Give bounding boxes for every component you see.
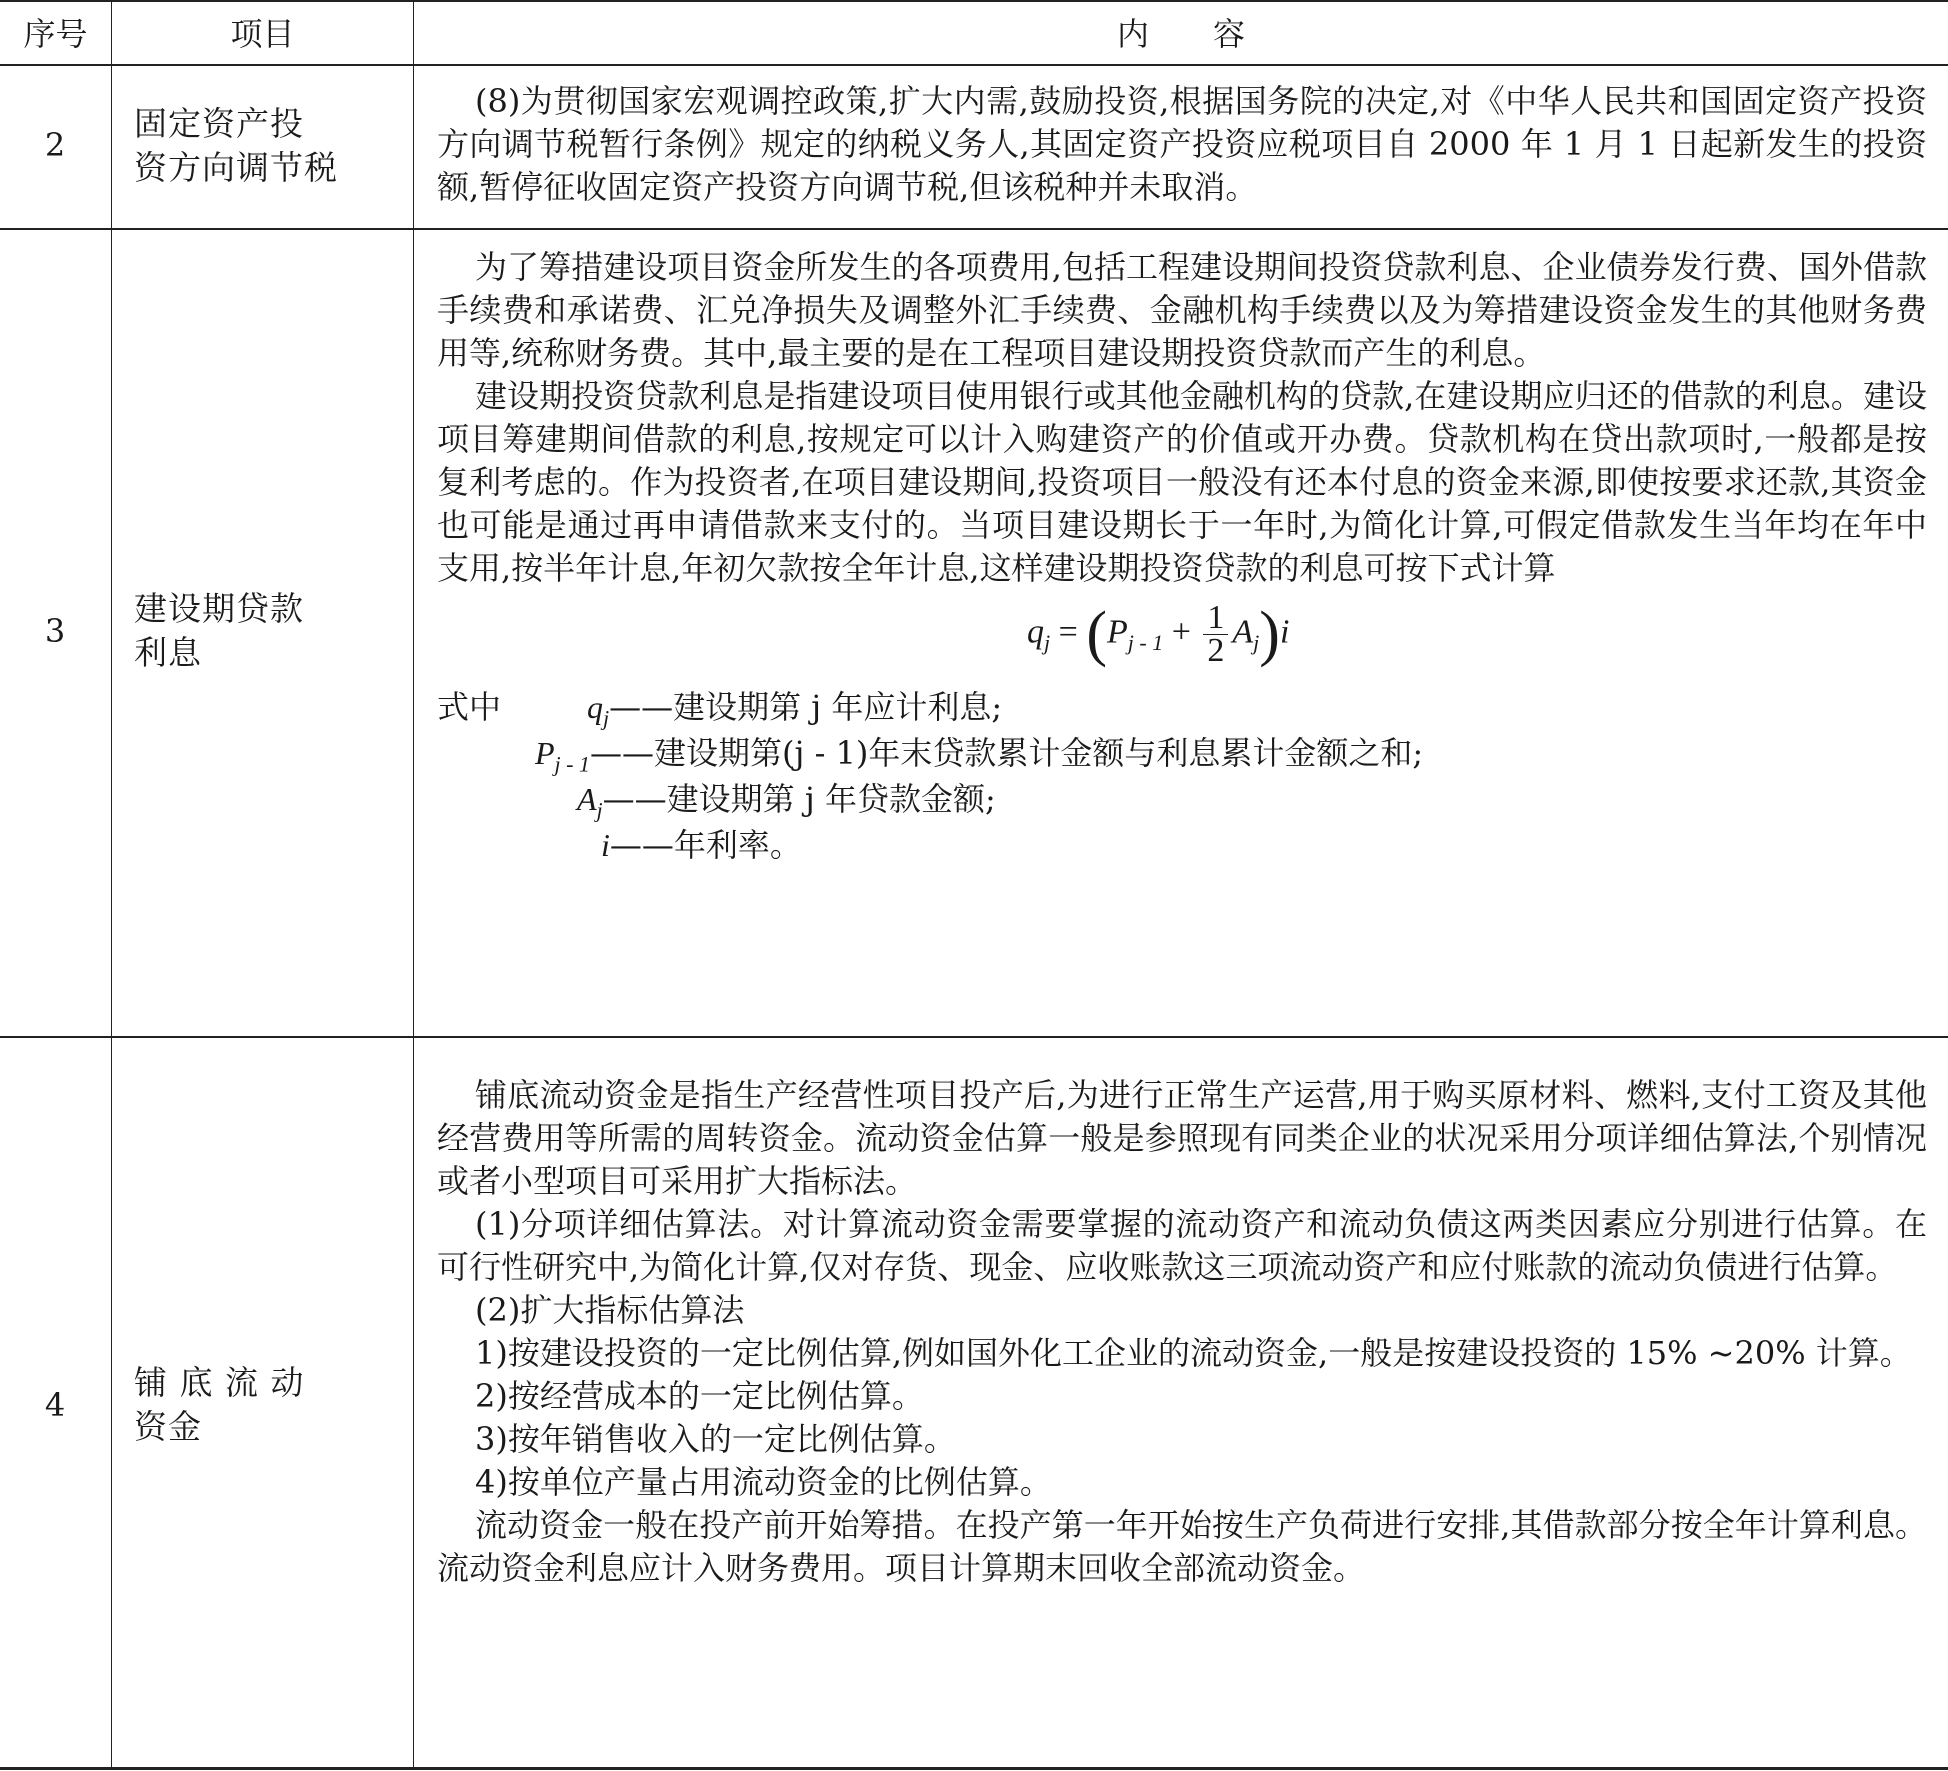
row-2-content — [437, 80, 1927, 209]
row-3-item: 建设期贷款 利息 — [134, 589, 304, 672]
header-content: 内 容 — [1116, 15, 1245, 53]
row-4-paragraph: 1)按建设投资的一定比例估算,例如国外化工企业的流动资金,一般是按建设投资的 15% ~20% 计算。 — [475, 1334, 1912, 1372]
legend-item: i——年利率。 — [601, 826, 802, 864]
header-item: 项目 — [230, 15, 295, 53]
legend-item: $P_{j - 1}——$建设期第(j - 1)年末贷款累计金额与利息累计金额之和; — [535, 734, 1424, 777]
formula-plus: + — [1163, 613, 1200, 651]
row-4-paragraph: 流动资金一般在投产前开始筹措。在投产第一年开始按生产负荷进行安排,其借款部分按全年计算利息。流动资金利息应计入财务费用。项目计算期末回收全部流动资金。 — [437, 1506, 1927, 1587]
row-3-seq: 3 — [44, 612, 66, 650]
row-4-paragraph: (1)分项详细估算法。对计算流动资金需要掌握的流动资产和流动负债这两类因素应分别进行估算。在可行性研究中,为简化计算,仅对存货、现金、应收账款这三项流动资产和应付账款的流动负债进行估算。 — [437, 1205, 1927, 1286]
formula-a: A — [1232, 613, 1254, 651]
row-3-content — [437, 246, 1927, 886]
formula-p-sub: j - 1 — [1127, 630, 1164, 656]
row-4-item: 铺 底 流 动 资金 — [134, 1363, 305, 1446]
formula-rate: i — [1279, 613, 1290, 651]
row-2-item: 固定资产投 资方向调节税 — [134, 104, 338, 187]
row-4-seq: 4 — [44, 1386, 66, 1424]
formula-open-paren: ( — [1086, 600, 1107, 668]
formula-p: P — [1106, 613, 1128, 651]
formula-lhs-sub: j — [1044, 630, 1051, 656]
row-4-paragraph: 3)按年销售收入的一定比例估算。 — [475, 1420, 956, 1458]
col-divider-1 — [111, 0, 112, 1770]
formula-legend — [437, 686, 1927, 886]
row-2-bottom-border — [0, 228, 1948, 230]
interest-formula — [437, 590, 1927, 686]
formula-frac-numerator: 1 — [1203, 602, 1228, 635]
row-2-paragraph: (8)为贯彻国家宏观调控政策,扩大内需,鼓励投资,根据国务院的决定,对《中华人民共和国固定资产投资方向调节税暂行条例》规定的纳税义务人,其固定资产投资应税项目自 2000 年 1 月 1 日起新发生的投资额,暂停征收固定资产投资方向调节税,但该税种并未取消。 — [437, 82, 1927, 206]
row-4-paragraph: 铺底流动资金是指生产经营性项目投产后,为进行正常生产运营,用于购买原材料、燃料,支付工资及其他经营费用等所需的周转资金。流动资金估算一般是参照现有同类企业的状况采用分项详细估算法,个别情况或者小型项目可采用扩大指标法。 — [437, 1076, 1927, 1200]
col-divider-2 — [413, 0, 414, 1770]
row-4-paragraph: 2)按经营成本的一定比例估算。 — [475, 1377, 924, 1415]
row-4-content — [437, 1074, 1927, 1590]
row-4-paragraph: 4)按单位产量占用流动资金的比例估算。 — [475, 1463, 1052, 1501]
formula-lhs: q — [1027, 613, 1044, 651]
formula-equals: = — [1050, 613, 1087, 651]
formula-fraction — [1203, 599, 1228, 669]
legend-item: $q_j——$建设期第 j 年应计利息; — [587, 688, 1003, 731]
formula-a-sub: j — [1253, 630, 1260, 656]
row-2-seq: 2 — [44, 126, 66, 164]
legend-item: $A_j——$建设期第 j 年贷款金额; — [577, 780, 996, 823]
row-3-paragraph: 建设期投资贷款利息是指建设项目使用银行或其他金融机构的贷款,在建设期应归还的借款的利息。建设项目筹建期间借款的利息,按规定可以计入购建资产的价值或开办费。贷款机构在贷出款项时,一般都是按复利考虑的。作为投资者,在项目建设期间,投资项目一般没有还本付息的资金来源,即使按要求还款,其资金也可能是通过再申请借款来支付的。当项目建设期长于一年时,为简化计算,可假定借款发生当年均在年中支用,按半年计息,年初欠款按全年计息,这样建设期投资贷款的利息可按下式计算 — [437, 377, 1927, 587]
row-3-bottom-border — [0, 1036, 1948, 1038]
formula-frac-denominator: 2 — [1207, 632, 1225, 669]
legend-intro: 式中 — [437, 688, 502, 726]
table-bottom-border — [0, 1767, 1948, 1770]
row-3-paragraph: 为了筹措建设项目资金所发生的各项费用,包括工程建设期间投资贷款利息、企业债券发行费、国外借款手续费和承诺费、汇兑净损失及调整外汇手续费、金融机构手续费以及为筹措建设资金发生的其他财务费用等,统称财务费。其中,最主要的是在工程项目建设期投资贷款而产生的利息。 — [437, 248, 1927, 372]
formula-close-paren: ) — [1259, 600, 1280, 668]
header-seq: 序号 — [23, 15, 88, 53]
header-bottom-border — [0, 64, 1948, 66]
row-4-paragraph: (2)扩大指标估算法 — [475, 1291, 745, 1329]
